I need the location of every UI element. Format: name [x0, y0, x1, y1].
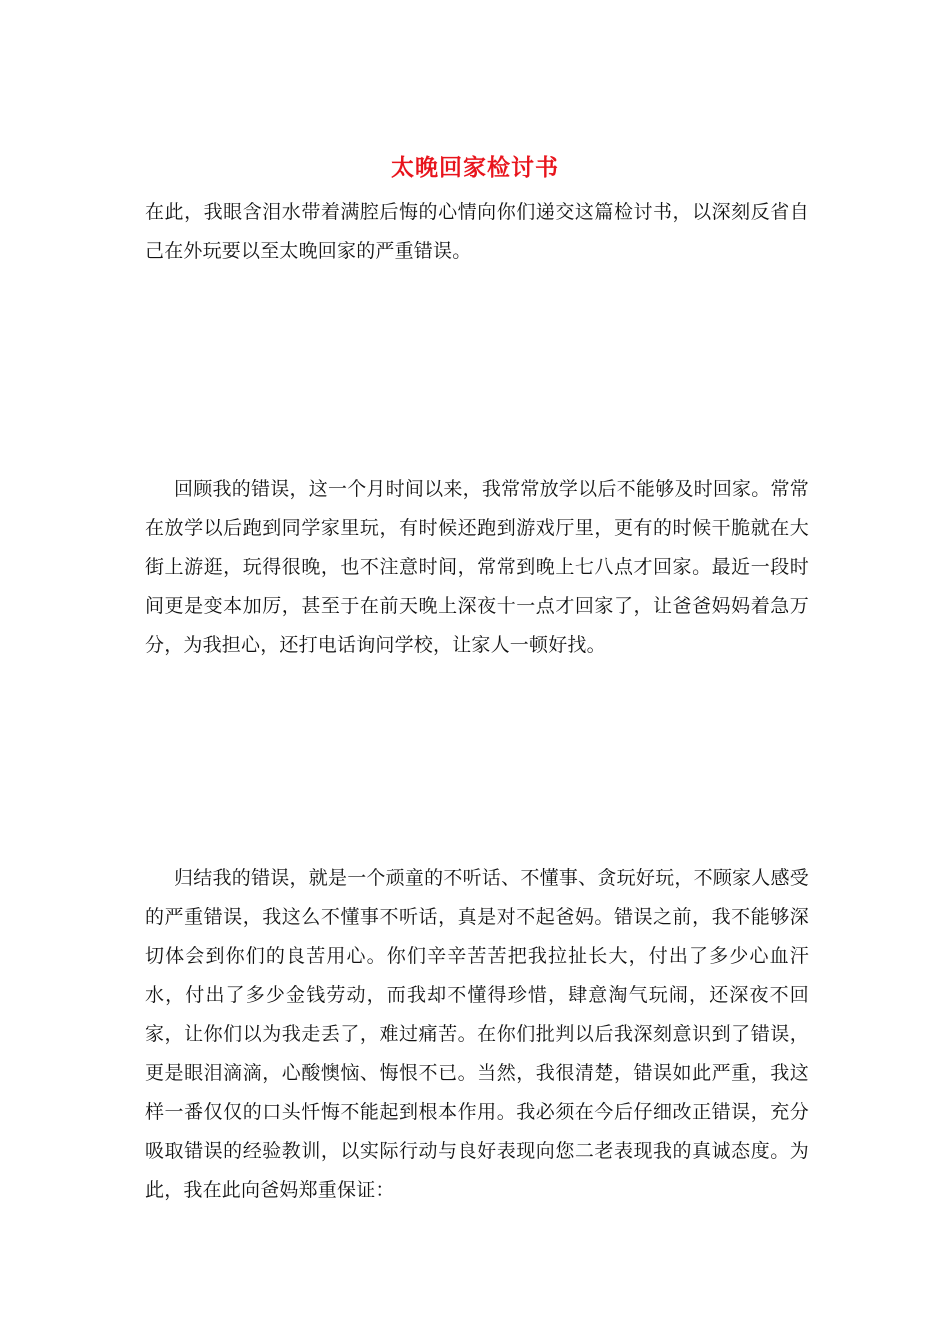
- paragraph-review: 回顾我的错误，这一个月时间以来，我常常放学以后不能够及时回家。常常在放学以后跑到同学家里玩，有时候还跑到游戏厅里，更有的时候干脆就在大街上游逛，玩得很晚，也不注意时间，常常到晚上七八点才回家。最近一段时间更是变本加厉，甚至于在前天晚上深夜十一点才回家了，让爸爸妈妈着急万分，为我担心，还打电话询问学校，让家人一顿好找。: [145, 478, 809, 656]
- paragraph-intro: 在此，我眼含泪水带着满腔后悔的心情向你们递交这篇检讨书，以深刻反省自己在外玩要以至太晚回家的严重错误。: [145, 201, 809, 262]
- document-title: 太晚回家检讨书: [391, 154, 559, 181]
- paragraph-conclusion: 归结我的错误，就是一个顽童的不听话、不懂事、贪玩好玩，不顾家人感受的严重错误，我这么不懂事不听话，真是对不起爸妈。错误之前，我不能够深切体会到你们的良苦用心。你们辛辛苦苦把我拉扯长大，付出了多少心血汗水，付出了多少金钱劳动，而我却不懂得珍惜，肆意淘气玩闹，还深夜不回家，让你们以为我走丢了，难过痛苦。在你们批判以后我深刻意识到了错误，更是眼泪滴滴，心酸懊恼、悔恨不已。当然，我很清楚，错误如此严重，我这样一番仅仅的口头忏悔不能起到根本作用。我必须在今后仔细改正错误，充分吸取错误的经验教训，以实际行动与良好表现向您二老表现我的真诚态度。为此，我在此向爸妈郑重保证：: [145, 867, 809, 1201]
